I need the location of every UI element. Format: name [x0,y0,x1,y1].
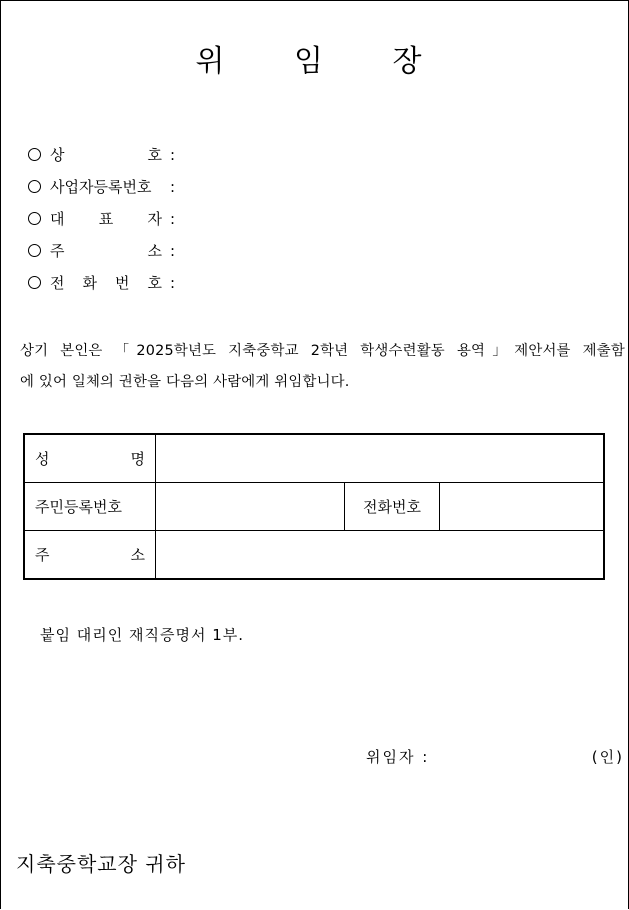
table-row-resident-number [24,483,604,531]
statement-line-1: 상기 본인은 「2025학년도 지축중학교 2학년 학생수련활동 용역」제안서를 제출함 [20,343,625,359]
info-label-representative: 대 표 자 [50,210,162,228]
circle-bullet-icon [28,276,41,289]
resident-number-label-cell [24,483,156,531]
table-row-address [24,531,604,580]
info-colon: : [170,178,176,196]
circle-bullet-icon [28,180,41,193]
circle-bullet-icon [28,148,41,161]
name-label-cell [24,434,156,483]
address-label: 주 소 [35,546,145,564]
info-row-phone [28,274,175,306]
name-value-cell [156,434,605,483]
info-row-business-number [28,178,175,210]
circle-bullet-icon [28,244,41,257]
attachment-note: 붙임 대리인 재직증명서 1부. [40,626,245,644]
info-row-address [28,242,175,274]
table-row-name [24,434,604,483]
resident-number-label: 주민등록번호 [35,498,122,516]
info-row-company-name [28,146,175,178]
address-value-cell [156,531,605,580]
phone-label-cell: 전화번호 [345,483,440,531]
phone-value-cell [440,483,605,531]
info-colon: : [170,242,176,260]
info-row-representative [28,210,175,242]
delegation-statement [20,336,625,398]
delegator-label: 위임자 : [366,748,430,766]
circle-bullet-icon [28,212,41,225]
info-colon: : [170,274,176,292]
info-colon: : [170,146,176,164]
address-label-cell [24,531,156,580]
applicant-info-list [28,146,175,306]
info-label-company-name: 상 호 [50,146,162,164]
resident-number-value-cell [156,483,345,531]
info-label-phone: 전 화 번 호 [50,274,162,292]
seal-mark: (인) [591,748,624,766]
info-colon: : [170,210,176,228]
signature-line [366,746,624,767]
info-label-business-number: 사업자등록번호 [50,178,152,196]
statement-line-2: 에 있어 일체의 권한을 다음의 사람에게 위임합니다. [20,374,350,390]
agent-info-table [23,433,605,580]
recipient-line: 지축중학교장 귀하 [16,852,186,876]
info-label-address: 주 소 [50,242,162,260]
name-label: 성 명 [35,450,145,468]
document-title: 위 임 장 [195,44,452,79]
